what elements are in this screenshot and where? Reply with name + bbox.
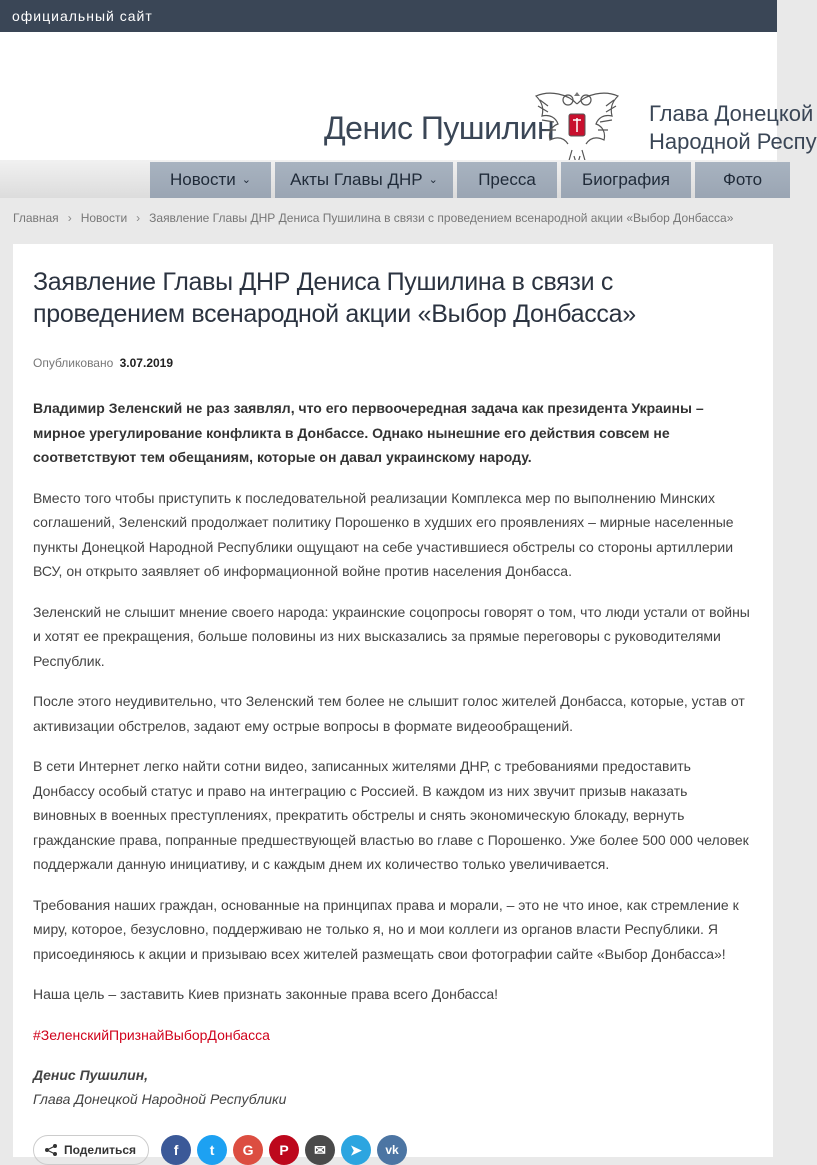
site-subtitle [649, 100, 817, 156]
article-paragraph: Наша цель – заставить Киев признать законные права всего Донбасса! [33, 986, 499, 1002]
signature-name: Денис Пушилин, [33, 1067, 149, 1083]
breadcrumb-home[interactable]: Главная [13, 211, 59, 225]
subtitle-line-1: Глава Донецкой [649, 101, 814, 126]
email-glyph: ✉ [314, 1141, 326, 1158]
share-bar [33, 1135, 753, 1165]
nav-label: Пресса [478, 170, 536, 189]
nav-label: Фото [722, 170, 763, 189]
chevron-right-icon: › [136, 211, 141, 225]
chevron-down-icon: ⌄ [428, 174, 438, 186]
main-nav [0, 160, 777, 198]
breadcrumb-current: Заявление Главы ДНР Дениса Пушилина в связи с проведением всенародной акции «Выбор Донбасса» [149, 211, 734, 225]
article-meta [33, 356, 753, 370]
article-lead: Владимир Зеленский не раз заявлял, что его первоочередная задача как президента Украины – мирное урегулирование конфликта в Донбассе. Однако нынешние его действия совсем не соответствуют тем обещаниям, которые он давал украинскому народу. [33, 400, 704, 465]
chevron-right-icon: › [67, 211, 72, 225]
email-icon[interactable] [305, 1135, 335, 1165]
share-button[interactable] [33, 1135, 149, 1165]
published-date: 3.07.2019 [119, 356, 174, 370]
nav-item-press[interactable] [457, 162, 557, 198]
article-paragraph: Зеленский не слышит мнение своего народа: украинские соцопросы говорят о том, что люди устали от войны и хотят ее прекращения, больше половины из них высказались за прямые переговоры с руководителями Республик. [33, 603, 750, 669]
site-header [0, 32, 817, 160]
telegram-icon[interactable] [341, 1135, 371, 1165]
pinterest-glyph: P [279, 1142, 289, 1158]
coat-of-arms-icon[interactable] [528, 86, 626, 170]
nav-item-photo[interactable] [695, 162, 790, 198]
nav-item-biography[interactable] [561, 162, 691, 198]
google-icon[interactable] [233, 1135, 263, 1165]
article-paragraph: В сети Интернет легко найти сотни видео, записанных жителями ДНР, с требованиями предоставить Донбассу особый статус и право на интеграцию с Россией. В каждом из них звучит призыв наказать виновных в военных преступлениях, прекратить обстрелы и снять экономическую блокаду, вернуть гражданские права, попранные предшествующей властью во главе с Порошенко. Уже более 500 000 человек поддержали данную инициативу, и с каждым днем их количество только увеличивается. [33, 758, 749, 872]
breadcrumb [0, 198, 777, 238]
nav-item-acts[interactable] [275, 162, 453, 198]
hashtag-link[interactable]: #ЗеленскийПризнайВыборДонбасса [33, 1026, 270, 1043]
vk-glyph: vk [385, 1143, 399, 1157]
pinterest-icon[interactable] [269, 1135, 299, 1165]
site-label: официальный сайт [12, 8, 153, 24]
share-icon [44, 1143, 58, 1157]
telegram-glyph: ➤ [350, 1141, 362, 1158]
top-bar [0, 0, 777, 32]
nav-label: Акты Главы ДНР [290, 170, 423, 189]
chevron-down-icon: ⌄ [241, 174, 252, 186]
share-label: Поделиться [64, 1143, 137, 1157]
facebook-icon[interactable] [161, 1135, 191, 1165]
article-paragraph: Требования наших граждан, основанные на принципах права и морали, – это не что иное, как стремление к миру, которое, безусловно, поддерживаю не только я, но и мои коллеги из органов власти Республики. Я присоединяюсь к акции и призываю всех жителей размещать свои фотографии сайте «Выбор Донбасса»! [33, 896, 739, 962]
nav-item-news[interactable] [150, 162, 271, 198]
nav-label: Биография [582, 170, 670, 189]
article-paragraph: Вместо того чтобы приступить к последовательной реализации Комплекса мер по выполнению Минских соглашений, Зеленский продолжает политику Порошенко в худших его проявлениях – мирные населенные пункты Донецкой Народной Республики ощущают на себе участившиеся обстрелы со стороны артиллерии ВСУ, он открыто заявляет об информационной войне против населения Донбасса. [33, 489, 734, 579]
twitter-glyph: t [209, 1142, 215, 1158]
article-title: Заявление Главы ДНР Дениса Пушилина в связи с проведением всенародной акции «Выбор Донбасса» [33, 268, 636, 328]
signature-title: Глава Донецкой Народной Республики [33, 1091, 287, 1107]
subtitle-line-2: Народной Респу [649, 129, 817, 154]
facebook-glyph: f [173, 1142, 179, 1158]
nav-label: Новости [169, 170, 236, 189]
site-name[interactable]: Денис Пушилин [324, 110, 555, 146]
breadcrumb-section[interactable]: Новости [80, 211, 128, 225]
article-paragraph: После этого неудивительно, что Зеленский тем более не слышит голос жителей Донбасса, которые, устав от активизации обстрелов, задают ему острые вопросы в формате видеообращений. [33, 693, 745, 734]
vk-icon[interactable] [377, 1135, 407, 1165]
article [13, 244, 773, 1157]
published-label: Опубликовано [33, 356, 114, 370]
twitter-icon[interactable] [197, 1135, 227, 1165]
signature [33, 1063, 753, 1111]
google-glyph: G [242, 1142, 254, 1158]
